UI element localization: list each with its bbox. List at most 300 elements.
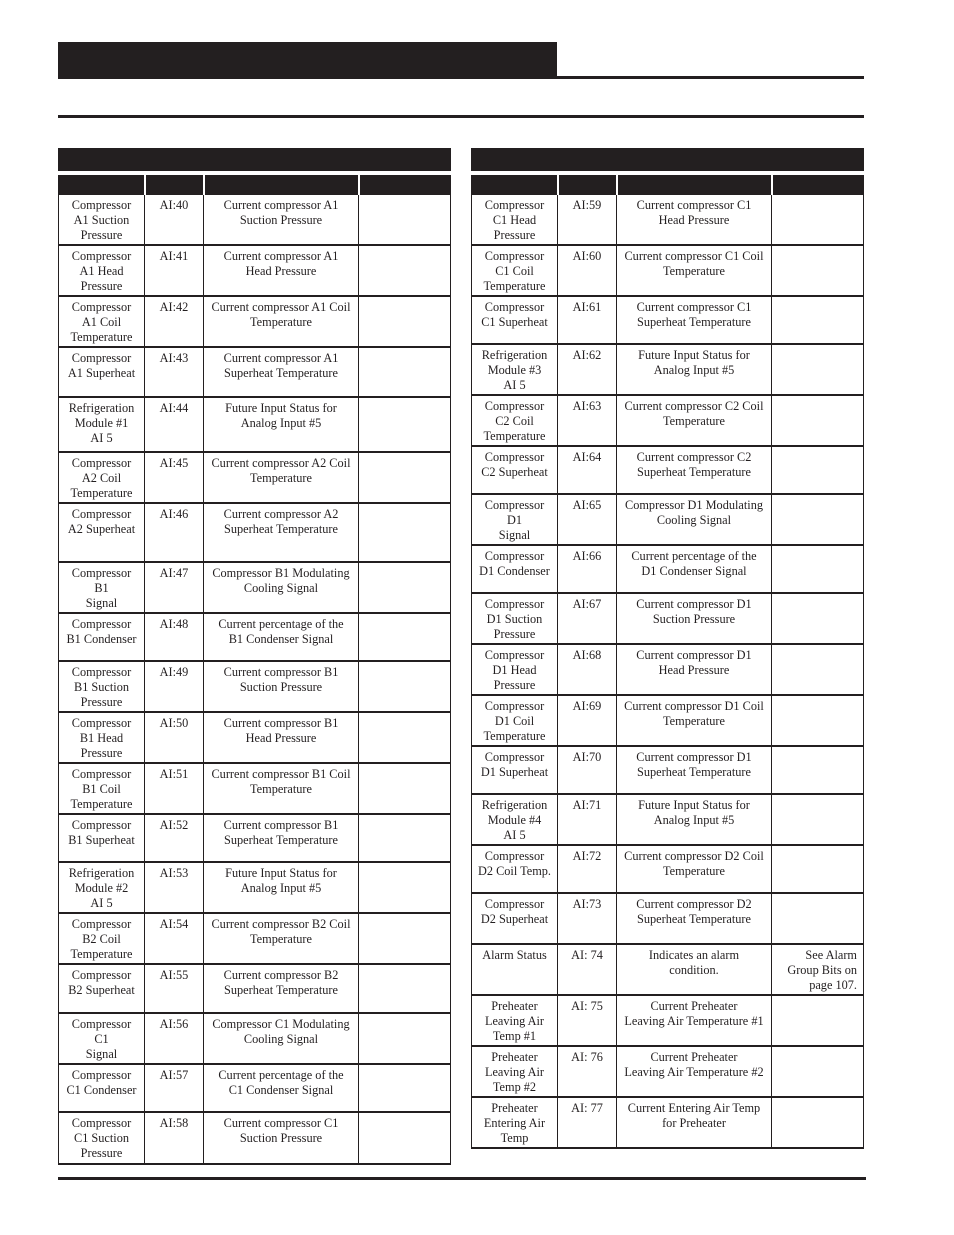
point-name-line: Pressure — [80, 279, 123, 293]
point-address-cell: AI:41 — [145, 246, 204, 295]
point-description-line: Current compressor B2 Coil — [211, 917, 351, 931]
point-description-cell — [204, 297, 359, 346]
table-row — [59, 453, 450, 504]
point-name-cell — [472, 696, 558, 745]
point-description-cell — [204, 1113, 359, 1163]
point-name-line: C1 Coil — [495, 264, 534, 278]
point-notes-cell — [772, 696, 863, 745]
point-address-cell: AI:54 — [145, 914, 204, 963]
point-notes-cell — [772, 495, 863, 544]
point-description-line: Superheat Temperature — [637, 912, 751, 926]
point-name-line: A1 Suction — [73, 213, 130, 227]
point-description-line: Current compressor A1 Coil — [211, 300, 351, 314]
point-name-line: Refrigeration — [481, 798, 548, 812]
point-name-line: C1 Condenser — [66, 1083, 137, 1097]
point-name-line: Compressor — [71, 1017, 132, 1031]
point-description-line: Analog Input #5 — [653, 813, 735, 827]
point-notes-cell — [359, 713, 450, 762]
point-name-line: Compressor — [71, 767, 132, 781]
point-description-line: Suction Pressure — [239, 1131, 323, 1145]
right-table-body — [471, 195, 864, 1149]
point-name-cell — [59, 662, 145, 711]
left-column-headers — [58, 175, 451, 195]
point-description-line: Superheat Temperature — [224, 983, 338, 997]
point-name-line: B1 — [94, 581, 109, 595]
point-description-line: Current compressor B1 — [223, 818, 339, 832]
point-notes-cell — [772, 447, 863, 493]
point-name-cell — [59, 863, 145, 912]
table-row — [59, 914, 450, 965]
point-description-line: Future Input Status for — [225, 866, 337, 880]
table-row — [472, 495, 863, 546]
left-table-body — [58, 195, 451, 1165]
point-description-cell — [204, 713, 359, 762]
point-name-line: Signal — [85, 1047, 118, 1061]
point-address-cell: AI: 75 — [558, 996, 617, 1045]
point-description-cell — [204, 965, 359, 1012]
point-name-line: Module #3 — [487, 363, 542, 377]
point-name-line: Refrigeration — [68, 866, 135, 880]
point-description-line: Suction Pressure — [652, 612, 736, 626]
point-name-line: Compressor — [71, 566, 132, 580]
point-name-line: C1 Suction — [74, 1131, 129, 1145]
point-description-line: Suction Pressure — [239, 680, 323, 694]
point-description-line: Current compressor D2 Coil — [624, 849, 764, 863]
point-name-line: C1 Superheat — [481, 315, 548, 329]
point-name-line: Compressor — [484, 300, 545, 314]
point-description-line: Current compressor D1 — [636, 597, 752, 611]
table-row — [59, 1065, 450, 1113]
table-row — [59, 1113, 450, 1165]
point-address-cell: AI:51 — [145, 764, 204, 813]
point-description-line: Temperature — [663, 264, 725, 278]
col-header-description — [205, 175, 358, 195]
point-name-line: Compressor — [484, 249, 545, 263]
table-row — [59, 398, 450, 453]
point-name-line: A2 Coil — [81, 471, 122, 485]
table-row — [59, 815, 450, 863]
point-name-cell — [59, 297, 145, 346]
point-address-cell: AI:53 — [145, 863, 204, 912]
point-notes-cell — [772, 345, 863, 394]
point-name-cell — [472, 495, 558, 544]
point-description-line: Current compressor C1 — [636, 198, 752, 212]
point-name-cell — [59, 1014, 145, 1063]
point-name-line: Compressor — [484, 498, 545, 512]
table-row — [59, 563, 450, 614]
point-description-line: Current Preheater — [650, 1050, 738, 1064]
point-description-line: Current compressor C2 — [636, 450, 752, 464]
header-rule — [58, 76, 864, 79]
point-notes-cell — [772, 246, 863, 295]
point-address-cell: AI: 76 — [558, 1047, 617, 1096]
point-notes-cell — [359, 348, 450, 396]
point-name-line: B2 Superheat — [68, 983, 135, 997]
point-name-line: Compressor — [71, 818, 132, 832]
point-description-line: Current compressor C2 Coil — [624, 399, 764, 413]
point-name-line: A2 Superheat — [67, 522, 136, 536]
point-notes-cell — [359, 297, 450, 346]
point-name-cell — [59, 563, 145, 612]
col-header-address — [146, 175, 203, 195]
point-name-line: Pressure — [493, 678, 536, 692]
point-address-cell: AI:47 — [145, 563, 204, 612]
point-name-line: Compressor — [484, 198, 545, 212]
point-name-cell — [472, 447, 558, 493]
point-notes-line: page 107. — [809, 978, 857, 992]
point-description-line: Head Pressure — [245, 264, 317, 278]
point-name-line: Temperature — [483, 429, 546, 443]
point-name-line: Temperature — [70, 486, 133, 500]
point-description-line: Current Preheater — [650, 999, 738, 1013]
point-address-cell: AI:48 — [145, 614, 204, 660]
point-address-cell: AI: 74 — [558, 945, 617, 994]
point-description-cell — [617, 594, 772, 643]
point-name-line: Module #1 — [74, 416, 129, 430]
point-name-line: Compressor — [71, 300, 132, 314]
point-notes-cell — [359, 563, 450, 612]
point-name-line: Pressure — [493, 627, 536, 641]
point-description-cell — [204, 348, 359, 396]
point-notes-cell — [359, 914, 450, 963]
table-row — [59, 614, 450, 662]
point-name-line: Preheater — [491, 999, 538, 1013]
point-name-line: Compressor — [484, 897, 545, 911]
point-notes-cell — [772, 546, 863, 592]
point-name-cell — [472, 945, 558, 994]
point-name-line: B1 Superheat — [68, 833, 135, 847]
point-name-cell — [472, 795, 558, 844]
point-name-line: Temperature — [483, 279, 546, 293]
point-notes-cell — [772, 894, 863, 943]
point-name-cell — [59, 614, 145, 660]
point-description-line: Current Entering Air Temp — [627, 1101, 761, 1115]
point-name-line: Refrigeration — [481, 348, 548, 362]
point-description-line: Current percentage of the — [631, 549, 757, 563]
point-name-cell — [59, 398, 145, 451]
point-name-line: Temp — [500, 1131, 529, 1145]
table-row — [59, 863, 450, 914]
point-notes-cell — [772, 996, 863, 1045]
point-name-line: Compressor — [71, 249, 132, 263]
table-row — [59, 662, 450, 713]
section-rule — [58, 115, 864, 118]
point-description-line: Current compressor A2 Coil — [211, 456, 351, 470]
point-name-line: Compressor — [71, 507, 132, 521]
point-description-cell — [617, 396, 772, 445]
table-row — [472, 246, 863, 297]
point-description-line: Current compressor B2 — [223, 968, 339, 982]
point-name-line: Compressor — [484, 549, 545, 563]
point-notes-cell — [772, 1098, 863, 1147]
point-description-line: C1 Condenser Signal — [228, 1083, 334, 1097]
point-name-line: Pressure — [493, 228, 536, 242]
point-name-line: Compressor — [484, 450, 545, 464]
point-name-cell — [472, 297, 558, 343]
left-points-table — [58, 148, 451, 1165]
point-description-line: Head Pressure — [658, 663, 730, 677]
point-name-cell — [472, 246, 558, 295]
table-row — [472, 345, 863, 396]
point-description-cell — [617, 945, 772, 994]
point-name-cell — [59, 1113, 145, 1163]
point-name-cell — [472, 594, 558, 643]
point-name-line: Compressor — [484, 750, 545, 764]
point-notes-cell — [359, 398, 450, 451]
point-name-line: Compressor — [484, 849, 545, 863]
point-name-line: B1 Condenser — [66, 632, 137, 646]
point-description-line: D1 Condenser Signal — [641, 564, 747, 578]
col-header-notes — [360, 175, 451, 195]
point-name-cell — [59, 195, 145, 244]
point-name-cell — [59, 815, 145, 861]
point-description-cell — [204, 1065, 359, 1111]
table-row — [59, 965, 450, 1014]
point-name-line: AI 5 — [503, 378, 526, 392]
point-description-cell — [204, 195, 359, 244]
point-notes-cell — [359, 1113, 450, 1163]
point-name-line: Compressor — [71, 351, 132, 365]
table-row — [59, 1014, 450, 1065]
point-name-line: Compressor — [71, 968, 132, 982]
table-row — [472, 747, 863, 795]
footer-rule — [58, 1177, 866, 1180]
left-table-header-bar — [58, 148, 451, 171]
point-description-cell — [204, 815, 359, 861]
point-notes-cell — [772, 747, 863, 793]
point-description-cell — [617, 1098, 772, 1147]
point-description-line: condition. — [669, 963, 719, 977]
point-description-line: Superheat Temperature — [637, 465, 751, 479]
point-name-cell — [59, 348, 145, 396]
point-description-line: Superheat Temperature — [637, 765, 751, 779]
point-description-line: Compressor B1 Modulating — [212, 566, 350, 580]
point-name-line: Module #4 — [487, 813, 542, 827]
point-name-line: D1 Suction — [486, 612, 543, 626]
point-description-line: Current compressor A2 — [223, 507, 339, 521]
point-address-cell: AI: 77 — [558, 1098, 617, 1147]
point-description-line: Analog Input #5 — [240, 416, 322, 430]
point-address-cell: AI:66 — [558, 546, 617, 592]
point-address-cell: AI:44 — [145, 398, 204, 451]
point-description-line: Analog Input #5 — [240, 881, 322, 895]
point-description-cell — [204, 914, 359, 963]
point-name-cell — [472, 645, 558, 694]
point-description-cell — [617, 297, 772, 343]
point-address-cell: AI:63 — [558, 396, 617, 445]
point-name-line: Temperature — [70, 797, 133, 811]
point-name-line: Compressor — [71, 1116, 132, 1130]
point-name-line: Compressor — [484, 597, 545, 611]
point-description-line: Temperature — [250, 782, 312, 796]
point-description-line: Temperature — [250, 471, 312, 485]
point-address-cell: AI:67 — [558, 594, 617, 643]
col-header-address — [559, 175, 616, 195]
point-address-cell: AI:56 — [145, 1014, 204, 1063]
point-description-line: Current compressor A1 — [223, 198, 339, 212]
point-name-cell — [59, 504, 145, 561]
point-notes-cell — [359, 863, 450, 912]
point-name-cell — [472, 996, 558, 1045]
point-description-line: Cooling Signal — [243, 1032, 319, 1046]
point-name-cell — [59, 764, 145, 813]
point-description-line: Future Input Status for — [225, 401, 337, 415]
right-table-header-bar — [471, 148, 864, 171]
point-notes-cell — [359, 504, 450, 561]
point-name-line: Refrigeration — [68, 401, 135, 415]
point-name-line: Pressure — [80, 1146, 123, 1160]
point-description-cell — [617, 996, 772, 1045]
point-notes-line: See Alarm — [805, 948, 857, 962]
point-description-line: Superheat Temperature — [637, 315, 751, 329]
point-name-cell — [472, 195, 558, 244]
point-name-line: Compressor — [71, 617, 132, 631]
point-name-line: Compressor — [71, 198, 132, 212]
point-description-cell — [204, 453, 359, 502]
point-address-cell: AI:50 — [145, 713, 204, 762]
point-description-cell — [204, 1014, 359, 1063]
col-header-description — [618, 175, 771, 195]
point-description-line: Compressor C1 Modulating — [212, 1017, 350, 1031]
point-description-line: Current percentage of the — [218, 1068, 344, 1082]
point-description-line: Future Input Status for — [638, 348, 750, 362]
point-name-cell — [472, 345, 558, 394]
point-name-line: C2 Coil — [495, 414, 534, 428]
point-description-cell — [204, 563, 359, 612]
point-description-line: Current compressor D2 — [636, 897, 752, 911]
table-row — [59, 348, 450, 398]
point-address-cell: AI:60 — [558, 246, 617, 295]
point-name-line: Signal — [498, 528, 531, 542]
point-name-line: Pressure — [80, 746, 123, 760]
point-notes-cell — [359, 246, 450, 295]
point-description-line: Superheat Temperature — [224, 833, 338, 847]
point-name-cell — [472, 894, 558, 943]
point-name-cell — [59, 246, 145, 295]
point-notes-cell — [772, 195, 863, 244]
table-row — [472, 846, 863, 894]
point-name-line: AI 5 — [90, 431, 113, 445]
point-address-cell: AI:52 — [145, 815, 204, 861]
point-description-cell — [204, 246, 359, 295]
point-name-line: Preheater — [491, 1050, 538, 1064]
point-name-line: D1 — [506, 513, 523, 527]
point-name-line: B1 Head — [79, 731, 124, 745]
table-row — [472, 447, 863, 495]
point-name-line: Compressor — [71, 456, 132, 470]
point-name-line: D1 Condenser — [479, 564, 550, 578]
point-name-line: AI 5 — [503, 828, 526, 842]
point-address-cell: AI:69 — [558, 696, 617, 745]
point-name-line: C2 Superheat — [481, 465, 548, 479]
point-description-line: B1 Condenser Signal — [228, 632, 334, 646]
point-name-line: Preheater — [491, 1101, 538, 1115]
point-address-cell: AI:55 — [145, 965, 204, 1012]
col-header-notes — [773, 175, 864, 195]
table-row — [472, 795, 863, 846]
point-address-cell: AI:57 — [145, 1065, 204, 1111]
point-notes-cell — [359, 195, 450, 244]
point-description-line: Current compressor D1 — [636, 750, 752, 764]
point-notes-cell — [359, 453, 450, 502]
point-name-line: D2 Coil Temp. — [477, 864, 552, 878]
point-description-line: Analog Input #5 — [653, 363, 735, 377]
point-name-cell — [472, 1047, 558, 1096]
table-row — [472, 996, 863, 1047]
point-description-cell — [204, 504, 359, 561]
point-notes-cell — [359, 614, 450, 660]
point-description-line: Current compressor A1 — [223, 351, 339, 365]
point-name-line: C1 Head — [492, 213, 537, 227]
point-description-cell — [617, 345, 772, 394]
point-description-line: Current compressor B1 — [223, 716, 339, 730]
table-row — [59, 504, 450, 563]
point-name-line: C1 — [94, 1032, 109, 1046]
point-name-line: Module #2 — [74, 881, 129, 895]
table-row — [59, 246, 450, 297]
point-address-cell: AI:71 — [558, 795, 617, 844]
table-row — [472, 945, 863, 996]
point-address-cell: AI:43 — [145, 348, 204, 396]
point-description-line: Leaving Air Temperature #1 — [624, 1014, 764, 1028]
point-description-line: Temperature — [663, 714, 725, 728]
point-description-line: Current compressor C1 — [636, 300, 752, 314]
point-name-line: Signal — [85, 596, 118, 610]
point-address-cell: AI:64 — [558, 447, 617, 493]
point-notes-cell — [772, 945, 863, 994]
point-name-line: Compressor — [484, 648, 545, 662]
point-name-line: Compressor — [484, 699, 545, 713]
point-name-line: D1 Coil — [494, 714, 535, 728]
right-points-table — [471, 148, 864, 1149]
point-address-cell: AI:65 — [558, 495, 617, 544]
table-row — [59, 195, 450, 246]
point-name-cell — [472, 1098, 558, 1147]
point-name-line: Temperature — [70, 330, 133, 344]
point-description-line: Compressor D1 Modulating — [625, 498, 763, 512]
table-row — [472, 396, 863, 447]
point-name-line: Temperature — [483, 729, 546, 743]
point-notes-cell — [359, 1014, 450, 1063]
point-address-cell: AI:59 — [558, 195, 617, 244]
point-address-cell: AI:49 — [145, 662, 204, 711]
point-name-line: AI 5 — [90, 896, 113, 910]
table-row — [472, 195, 863, 246]
point-name-cell — [472, 747, 558, 793]
table-row — [472, 894, 863, 945]
point-description-line: Current compressor B1 — [223, 665, 339, 679]
point-description-line: Current compressor C1 Coil — [624, 249, 764, 263]
point-description-cell — [617, 846, 772, 892]
point-notes-cell — [772, 1047, 863, 1096]
point-name-line: Temp #1 — [492, 1029, 537, 1043]
table-row — [472, 1098, 863, 1149]
point-name-line: Compressor — [484, 399, 545, 413]
point-description-cell — [617, 696, 772, 745]
point-name-line: B1 Coil — [82, 782, 121, 796]
point-description-cell — [617, 246, 772, 295]
point-notes-cell — [359, 662, 450, 711]
point-name-line: Compressor — [71, 917, 132, 931]
table-row — [472, 696, 863, 747]
point-description-line: Temperature — [250, 932, 312, 946]
point-description-line: Superheat Temperature — [224, 522, 338, 536]
point-name-cell — [472, 546, 558, 592]
point-name-line: A1 Head — [79, 264, 124, 278]
point-name-line: A1 Superheat — [67, 366, 136, 380]
table-row — [59, 764, 450, 815]
point-name-line: B1 Suction — [74, 680, 129, 694]
